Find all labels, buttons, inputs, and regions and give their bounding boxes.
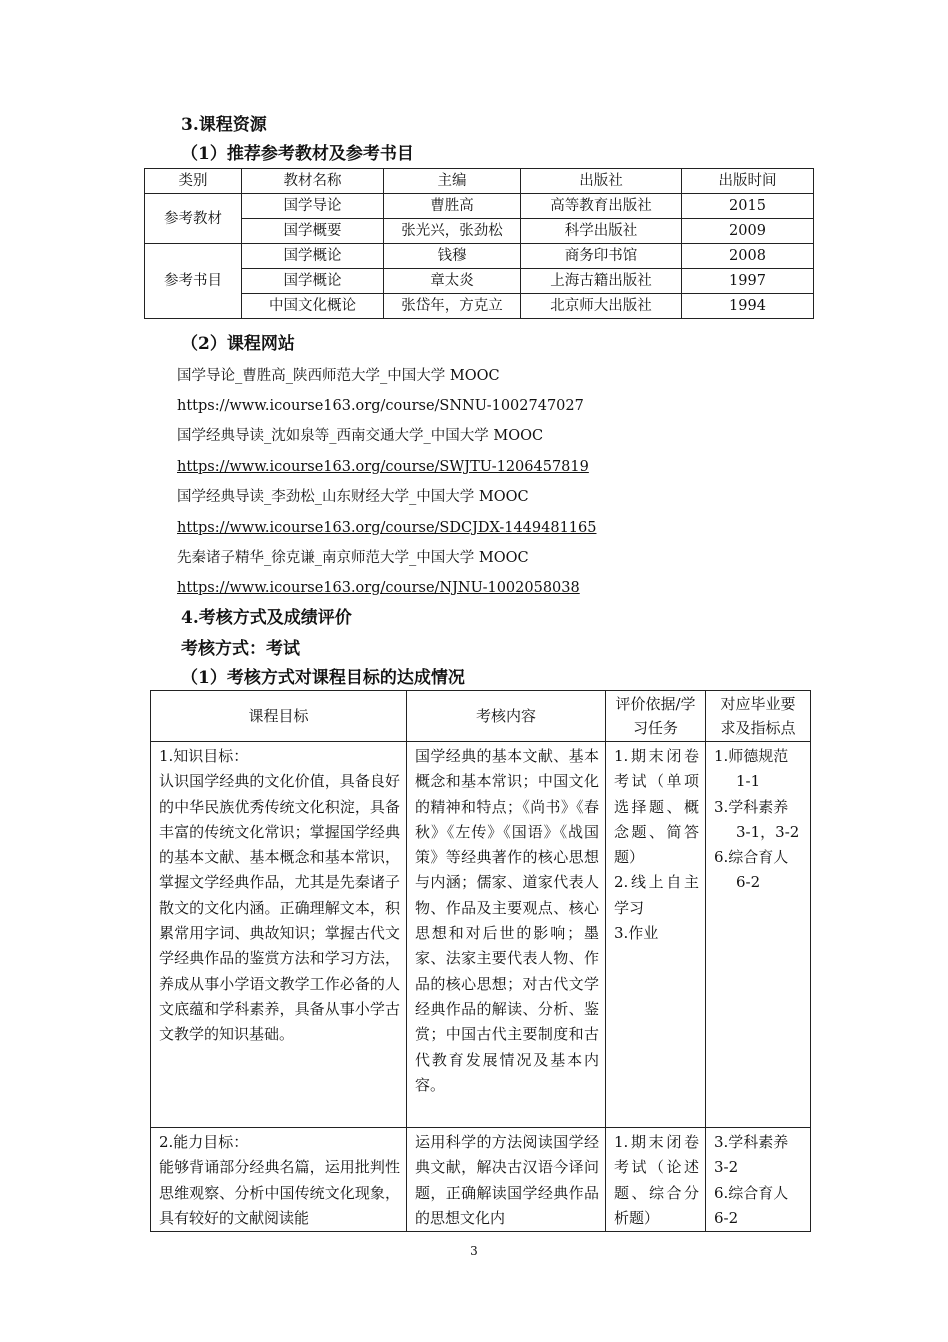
requirement-indicator: 6-2 [714,1208,739,1227]
header-category: 类别 [145,169,242,194]
website-name: 国学经典导读_沈如泉等_西南交通大学_中国大学 MOOC [177,428,544,444]
publisher-cell: 高等教育出版社 [521,194,682,219]
basis-item: 1.期末闭卷考试（单项选择题、概念题、简答题） [614,747,699,867]
page-number: 3 [470,1244,478,1258]
website-link[interactable]: https://www.icourse163.org/course/NJNU-1002058038 [177,580,580,596]
book-name-cell: 国学概论 [242,269,384,294]
requirement-item: 1.师德规范 [714,747,789,765]
publisher-cell: 北京师大出版社 [521,294,682,319]
website-link[interactable]: https://www.icourse163.org/course/SDCJDX-1449481165 [177,520,597,536]
requirement-cell [706,742,811,1128]
header-course-goal: 课程目标 [151,691,407,742]
category-cell: 参考书目 [145,244,242,319]
textbook-table [144,168,814,319]
header-evaluation-basis-text: 评价依据/学习任务 [615,695,696,737]
textbook-subtitle: （1）推荐参考教材及参考书目 [181,144,414,164]
header-graduation-req [706,691,811,742]
publisher-cell: 上海古籍出版社 [521,269,682,294]
publisher-cell: 科学出版社 [521,219,682,244]
basis-cell [606,1128,706,1232]
assessment-subtitle: （1）考核方式对课程目标的达成情况 [181,668,465,688]
year-cell: 1997 [682,269,814,294]
requirement-item: 3.学科素养 [714,797,789,816]
section-3-title: 3.课程资源 [181,115,267,135]
table-row [145,244,814,269]
basis-cell [606,742,706,1128]
book-name-cell: 中国文化概论 [242,294,384,319]
book-name-cell: 国学概要 [242,219,384,244]
basis-item: 1.期末闭卷考试（论述题、综合分析题） [614,1133,699,1227]
website-url[interactable]: https://www.icourse163.org/course/SNNU-1002747027 [177,398,584,414]
requirement-indicator: 6-2 [736,873,761,892]
requirement-item: 3.学科素养 [714,1133,789,1151]
table-row [145,219,814,244]
content-cell [407,1128,606,1232]
editor-cell: 钱穆 [384,244,521,269]
table-row [145,269,814,294]
editor-cell: 章太炎 [384,269,521,294]
header-assessment-content: 考核内容 [407,691,606,742]
goal-cell [151,742,407,1128]
editor-cell: 曹胜高 [384,194,521,219]
book-name-cell: 国学导论 [242,194,384,219]
year-cell: 1994 [682,294,814,319]
category-cell: 参考教材 [145,194,242,244]
section-4-title: 4.考核方式及成绩评价 [181,608,352,628]
header-editor: 主编 [384,169,521,194]
basis-item: 2.线上自主学习 [614,873,699,917]
website-name: 国学导论_曹胜高_陕西师范大学_中国大学 MOOC [177,368,500,384]
requirement-indicator: 3-1，3-2 [736,822,800,841]
goal-heading: 2.能力目标： [159,1133,249,1151]
requirement-cell [706,1128,811,1232]
publisher-cell: 商务印书馆 [521,244,682,269]
year-cell: 2008 [682,244,814,269]
table-header-row [145,169,814,194]
table-header-row [151,691,811,742]
website-name: 先秦诸子精华_徐克谦_南京师范大学_中国大学 MOOC [177,550,529,566]
table-row [151,742,811,1128]
header-year: 出版时间 [682,169,814,194]
goal-text: 认识国学经典的文化价值，具备良好的中华民族优秀传统文化积淀，具备丰富的传统文化常识；掌握国学经典的基本文献、基本概念和基本常识，掌握文学经典作品，尤其是先秦诸子散文的文化内涵。正确理解文本，积累常用字词、典故知识；掌握古代文学经典作品的鉴赏方法和学习方法，养成从事小学语文教学工作必备的人文底蕴和学科素养，具备从事小学古文教学的知识基础。 [159,772,400,1044]
content-text: 国学经典的基本文献、基本概念和基本常识；中国文化的精神和特点；《尚书》《春秋》《左传》《国语》《战国策》等经典著作的核心思想与内涵；儒家、道家代表人物、作品及主要观点、核心思想和对后世的影响；墨家、法家主要代表人物、作品的核心思想；对古代文学经典作品的解读、分析、鉴赏；中国古代主要制度和古代教育发展情况及基本内容。 [415,747,599,1094]
assessment-method: 考核方式：考试 [181,639,300,659]
table-row [151,1128,811,1232]
table-row [145,294,814,319]
website-subtitle: （2）课程网站 [181,334,295,354]
assessment-table [150,690,811,1232]
content-cell [407,742,606,1128]
requirement-indicator: 1-1 [736,772,761,791]
header-book-name: 教材名称 [242,169,384,194]
website-link[interactable]: https://www.icourse163.org/course/SWJTU-1206457819 [177,459,589,475]
content-text: 运用科学的方法阅读国学经典文献，解决古汉语今译问题，正确解读国学经典作品的思想文化内 [415,1133,599,1227]
book-name-cell: 国学概论 [242,244,384,269]
year-cell: 2009 [682,219,814,244]
website-name: 国学经典导读_李劲松_山东财经大学_中国大学 MOOC [177,489,529,505]
goal-text: 能够背诵部分经典名篇，运用批判性思维观察、分析中国传统文化现象，具有较好的文献阅读能 [159,1158,400,1227]
goal-cell [151,1128,407,1232]
goal-heading: 1.知识目标： [159,747,249,765]
editor-cell: 张岱年，方克立 [384,294,521,319]
basis-item: 3.作业 [614,924,659,943]
header-graduation-req-text: 对应毕业要求及指标点 [720,695,796,737]
requirement-indicator: 3-2 [714,1158,739,1177]
header-publisher: 出版社 [521,169,682,194]
requirement-item: 6.综合育人 [714,848,789,867]
table-row [145,194,814,219]
header-evaluation-basis [606,691,706,742]
requirement-item: 6.综合育人 [714,1183,789,1202]
editor-cell: 张光兴，张劲松 [384,219,521,244]
year-cell: 2015 [682,194,814,219]
